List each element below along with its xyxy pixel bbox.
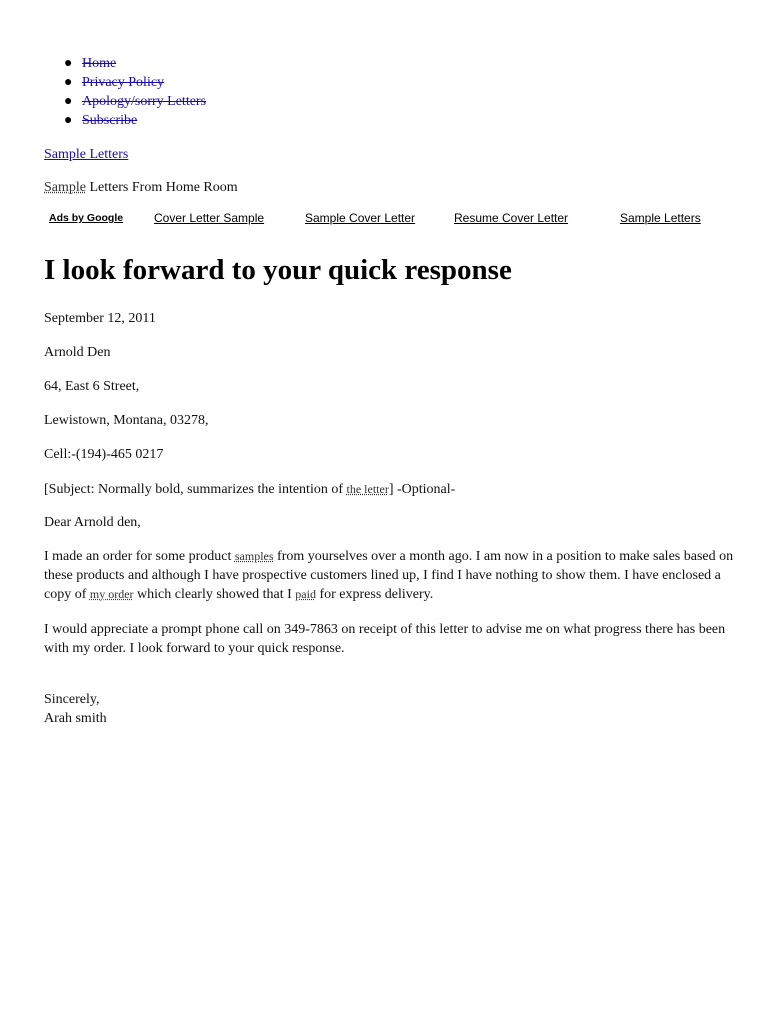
nav-item-apology: ● Apology/sorry Letters [64,94,207,109]
ad-link-sample-letters[interactable]: Sample Letters [620,211,701,225]
page-title: I look forward to your quick response [44,254,512,286]
subject-link-the-letter[interactable]: the letter [346,482,389,496]
letter-signature: Arah smith [44,711,107,726]
nav-item-privacy: ● Privacy Policy [64,75,165,90]
letter-subject [44,480,455,499]
site-home-link[interactable]: Sample Letters [44,147,129,162]
ad-link-sample-cover-letter[interactable]: Sample Cover Letter [305,211,416,225]
ad-link-resume-cover-letter[interactable]: Resume Cover Letter [454,211,569,225]
site-tagline [44,180,238,196]
recipient-name: Arnold Den [44,345,111,360]
ad-bar [0,211,768,227]
subject-suffix: ] -Optional- [388,482,456,497]
p1-text-b: from yourselves over a month ago. I am now in a position to make sales based on these products and although I have prospective customers lined up, I find I have nothing to show them. I have enclosed a copy of [44,549,734,602]
recipient-street: 64, East 6 Street, [44,379,140,394]
p1-link-paid[interactable]: paid [295,587,316,601]
p1-text-a: I made an order for some product [44,549,235,564]
nav-link-apology-letters[interactable]: Apology/sorry Letters [82,94,207,109]
nav-item-home: ● Home [64,56,117,71]
nav-link-subscribe[interactable]: Subscribe [82,113,138,128]
letter-paragraph-2: I would appreciate a prompt phone call on 349-7863 on receipt of this letter to advise me on what progress there has been with my order. I look forward to your quick response. [44,622,726,656]
nav-link-privacy-policy[interactable]: Privacy Policy [82,75,165,90]
tagline-rest: Letters From Home Room [86,180,238,195]
p1-text-c: which clearly showed that I [133,587,296,602]
letter-greeting: Dear Arnold den, [44,515,141,530]
letter-paragraph-1 [44,547,734,604]
ads-by-google-label[interactable]: Ads by Google [49,212,124,224]
ad-link-cover-letter-sample[interactable]: Cover Letter Sample [154,211,265,225]
nav-menu [62,55,206,131]
nav-link-home[interactable]: Home [82,56,117,71]
letter-date: September 12, 2011 [44,311,156,326]
recipient-city: Lewistown, Montana, 03278, [44,413,209,428]
letter-closing: Sincerely, [44,692,100,707]
p1-text-d: for express delivery. [315,587,434,602]
p1-link-my-order[interactable]: my order [89,587,134,601]
nav-item-subscribe: ● Subscribe [64,113,138,128]
tagline-prefix: Sample [44,180,86,195]
subject-prefix: [Subject: Normally bold, summarizes the intention of [44,482,347,497]
p1-link-samples[interactable]: samples [234,549,274,563]
recipient-cell: Cell:-(194)-465 0217 [44,447,164,462]
